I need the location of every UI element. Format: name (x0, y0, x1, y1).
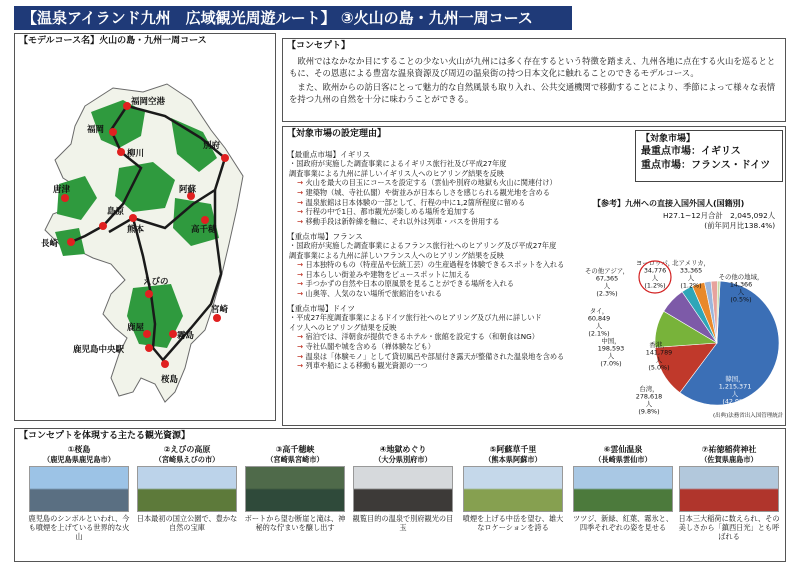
pie-label-2: 中国， 198,593 人(7.0%) (597, 337, 625, 368)
resource-location: （佐賀県鹿島市） (700, 454, 758, 464)
reason-bullet: ・国政府が実施した調査事業によるイギリス旅行社及び平成27年度 (289, 159, 507, 169)
reason-bullet: イツ人へのヒアリング結果を反映 (289, 322, 397, 332)
stop-kumamoto (129, 214, 137, 222)
reason-arrow-item: → 日本独特のもの（特産品や伝統工芸）の生産過程を体験できるスポットを入れる (287, 260, 583, 270)
reason-arrow-item: → 日本らしい街並みや建物をピュースポットに加える (287, 270, 583, 280)
label-fukuoka-airport: 福岡空港 (131, 97, 166, 107)
reason-arrow-item: → 寺社仏閣や城を含める（禅体験なども） (287, 342, 583, 352)
concept-paragraph-2: また、欧州からの訪日客にとって魅力的な自然風景も取り入れ、公共交通機関で移動することにより、季節によって様々な表情を持つ九州の自然を十分に味わうことができる。 (289, 81, 776, 104)
pie-label-6: ヨーロッパ， 34,776 人(1.2%) (635, 259, 675, 290)
resource-location: （熊本県阿蘇市） (484, 454, 542, 464)
label-shimabara: 島原 (107, 207, 125, 217)
label-kanoya: 鹿屋 (127, 323, 145, 333)
reason-group-france (287, 232, 583, 299)
chart-growth: (前年同月比138.4%) (704, 220, 776, 230)
resource-photo (679, 466, 779, 512)
reason-arrow-item: → 火山を最大の目玉にコースを設定する（雲仙や別府の地獄も火山に関連付け） (287, 178, 583, 188)
resource-location: （大分県別府市） (374, 454, 432, 464)
label-takachiho: 高千穂 (191, 225, 217, 235)
label-karatsu: 唐津 (53, 185, 71, 195)
pie-label-4: タイ， 60,849 人(2.1%) (587, 307, 611, 338)
stop-karatsu (61, 194, 69, 202)
resource-photo (137, 466, 237, 512)
reason-arrow-item: → 移動手段は新幹線を軸に、それ以外は列車・バスを併用する (287, 217, 583, 227)
label-kumamoto: 熊本 (127, 225, 145, 235)
label-miyazaki: 宮崎 (211, 305, 229, 315)
reason-group-germany (287, 304, 583, 371)
resource-photo (353, 466, 453, 512)
stop-fukuoka (109, 128, 117, 136)
resource-name: ③高千穂峡 (275, 445, 315, 454)
resource-item-1 (27, 445, 131, 541)
concept-panel (282, 38, 786, 122)
resource-description: ボートから望む断崖と滝は、神秘的な佇まいを醸し出す (244, 513, 346, 532)
kyushu-route-map (15, 48, 275, 420)
resource-item-5 (461, 445, 565, 532)
resource-description: 鹿児島のシンボルといわれ、今も噴煙を上げている世界的な火山 (28, 513, 130, 541)
pie-label-1: 台湾， 278,618 人(9.8%) (635, 385, 663, 416)
reason-group-title: 【最重点市場】イギリス (287, 150, 371, 159)
resource-location: （鹿児島県鹿児島市） (43, 454, 115, 464)
pie-label-8: その他の地域， 14,366 人(0.5%) (718, 273, 764, 304)
stop-yanagawa (117, 148, 125, 156)
pie-label-3: 香港， 141,789 人(5.0%) (645, 341, 673, 372)
tourism-resources-panel (14, 428, 786, 562)
resource-photo (245, 466, 345, 512)
resource-name: ④地獄めぐり (379, 445, 427, 454)
resource-description: 日本最初の国立公園で、豊かな自然の宝庫 (136, 513, 238, 532)
market-reason-header: 【対象市場の設定理由】 (287, 129, 387, 139)
resource-name: ②えびの高原 (163, 445, 211, 454)
stop-nagasaki (67, 238, 75, 246)
reason-arrow-item: → 温泉旅館は日本体験の一部として、行程の中に1,2箇所程度に留める (287, 198, 583, 208)
stop-ebino (145, 290, 153, 298)
market-reason-panel (282, 126, 786, 426)
resource-name: ⑦祐徳稲荷神社 (701, 445, 757, 454)
reason-group-title: 【重点市場】ドイツ (287, 303, 355, 313)
resource-location: （宮崎県えびの市） (154, 454, 220, 464)
reason-arrow-item: → 建築物（城、寺社仏閣）や街並みが日本らしさを感じられる観光地を含める (287, 188, 583, 198)
resource-photo (573, 466, 673, 512)
stop-sakurajima (161, 360, 169, 368)
concept-paragraph-1: 欧州ではなかなか目にすることの少ない火山が九州には多く存在するという特徴を踏まえ、九州各地に点在する火山を巡るとともに、その恩恵による豊富な温泉資源及び周辺の温泉街の持つ日本文化に触れることのできるモデルコース。 (289, 56, 776, 79)
target-secondary-market: 重点市場：フランス・ドイツ (641, 159, 771, 171)
label-ebino: えびの (143, 277, 169, 287)
target-market-header: 【対象市場】 (641, 134, 696, 144)
resource-item-4 (351, 445, 455, 532)
nationality-pie-chart (585, 231, 785, 425)
target-primary-market: 最重点市場：イギリス (641, 146, 741, 158)
page-title: 【温泉アイランド九州 広域観光周遊ルート】 ③火山の島・九州一周コース (14, 6, 572, 30)
reason-bullet: 調査事業による九州に詳しいイギリス人へのヒアリング結果を反映 (289, 168, 505, 178)
resources-header: 【コンセプトを体現する主たる観光資源】 (19, 431, 191, 441)
label-sakurajima: 桜島 (161, 375, 179, 385)
chart-subtitle (663, 211, 775, 230)
label-kirishima: 霧島 (177, 331, 195, 341)
resource-description: 噴煙を上げる中岳を望む、雄大なロケーションを誇る (462, 513, 564, 532)
reason-group-title: 【重点市場】フランス (287, 231, 363, 241)
resource-name: ⑥雲仙温泉 (603, 445, 643, 454)
pie-label-0: 韓国， 1,215,371 人(42.9%) (718, 375, 752, 406)
resource-name: ①桜島 (67, 445, 91, 454)
resource-description: ツツジ、新緑、紅葉、霧氷と、四季それぞれの姿を見せる (572, 513, 674, 532)
label-kagoshima-chuo: 鹿児島中央駅 (73, 345, 125, 355)
chart-source: (出典)法務省出入国管理統計 (713, 413, 784, 419)
stop-kanoya (143, 330, 151, 338)
reason-bullet: ・平成27年度調査事業によるドイツ旅行社へのヒアリング及び九州に詳しいド (289, 313, 542, 323)
stop-kagoshima-chuo (145, 344, 153, 352)
resource-description: 日本三大稲荷に数えられ、その美しさから「鎮西日光」とも呼ばれる (678, 513, 780, 541)
concept-header: 【コンセプト】 (287, 41, 351, 51)
label-aso: 阿蘇 (179, 185, 197, 195)
chart-total: H27.1~12月合計 2,045,092人 (663, 211, 776, 220)
reason-arrow-item: → 列車や船による移動も観光資源の一つ (287, 361, 583, 371)
label-nagasaki: 長崎 (41, 239, 59, 249)
stop-shimabara (99, 222, 107, 230)
resource-item-6 (571, 445, 675, 532)
map-panel-header: 【モデルコース名】火山の島・九州一周コース (19, 36, 207, 46)
resource-photo (463, 466, 563, 512)
reason-arrow-item: → 宿泊では、洋朝食が提供できるホテル・旅館を設定する（和朝食はNG） (287, 332, 583, 342)
label-yanagawa: 柳川 (127, 149, 145, 159)
chart-title: 【参考】九州への直接入国外国人(国籍別) (593, 199, 745, 208)
label-fukuoka: 福岡 (87, 125, 105, 135)
reason-group-uk (287, 150, 583, 227)
resource-item-3 (243, 445, 347, 532)
label-beppu: 別府 (203, 141, 221, 151)
resource-item-7 (677, 445, 781, 541)
resource-name: ⑤阿蘇草千里 (489, 445, 537, 454)
reason-bullet: 調査事業による九州に詳しいフランス人へのヒアリング結果を反映 (289, 250, 504, 260)
resource-location: （長崎県雲仙市） (594, 454, 652, 464)
resource-item-2 (135, 445, 239, 532)
reason-arrow-item: → 手つかずの自然や日本の原風景を見ることができる場所を入れる (287, 279, 583, 289)
market-reason-list (287, 145, 583, 371)
reason-bullet: ・国政府が実施した調査事業によるフランス旅行社へのヒアリング及び平成27年度 (289, 241, 557, 251)
resource-description: 観覧目的の温泉で別府観光の目玉 (352, 513, 454, 532)
reason-arrow-item: → 温泉は「体験モノ」として貸切風呂や部屋付き露天が整備された温泉地を含める (287, 352, 583, 362)
resource-location: （宮崎県宮崎市） (266, 454, 324, 464)
stop-takachiho (201, 216, 209, 224)
stop-miyazaki (213, 314, 221, 322)
stop-kirishima (169, 330, 177, 338)
map-panel (14, 33, 276, 421)
stop-beppu (221, 154, 229, 162)
reason-arrow-item: → 行程の中で1日、都市観光が楽しめる場所を追加する (287, 207, 583, 217)
reason-arrow-item: → 山奥等、人気のない場所で旅館泊をいれる (287, 289, 583, 299)
target-market-box (635, 130, 783, 182)
pie-label-5: その他アジア， 67,365 人(2.3%) (585, 267, 629, 298)
stop-fukuoka-airport (123, 102, 131, 110)
pie-label-7: 北アメリカ， 33,365 人(1.2%) (672, 259, 710, 290)
resource-photo (29, 466, 129, 512)
